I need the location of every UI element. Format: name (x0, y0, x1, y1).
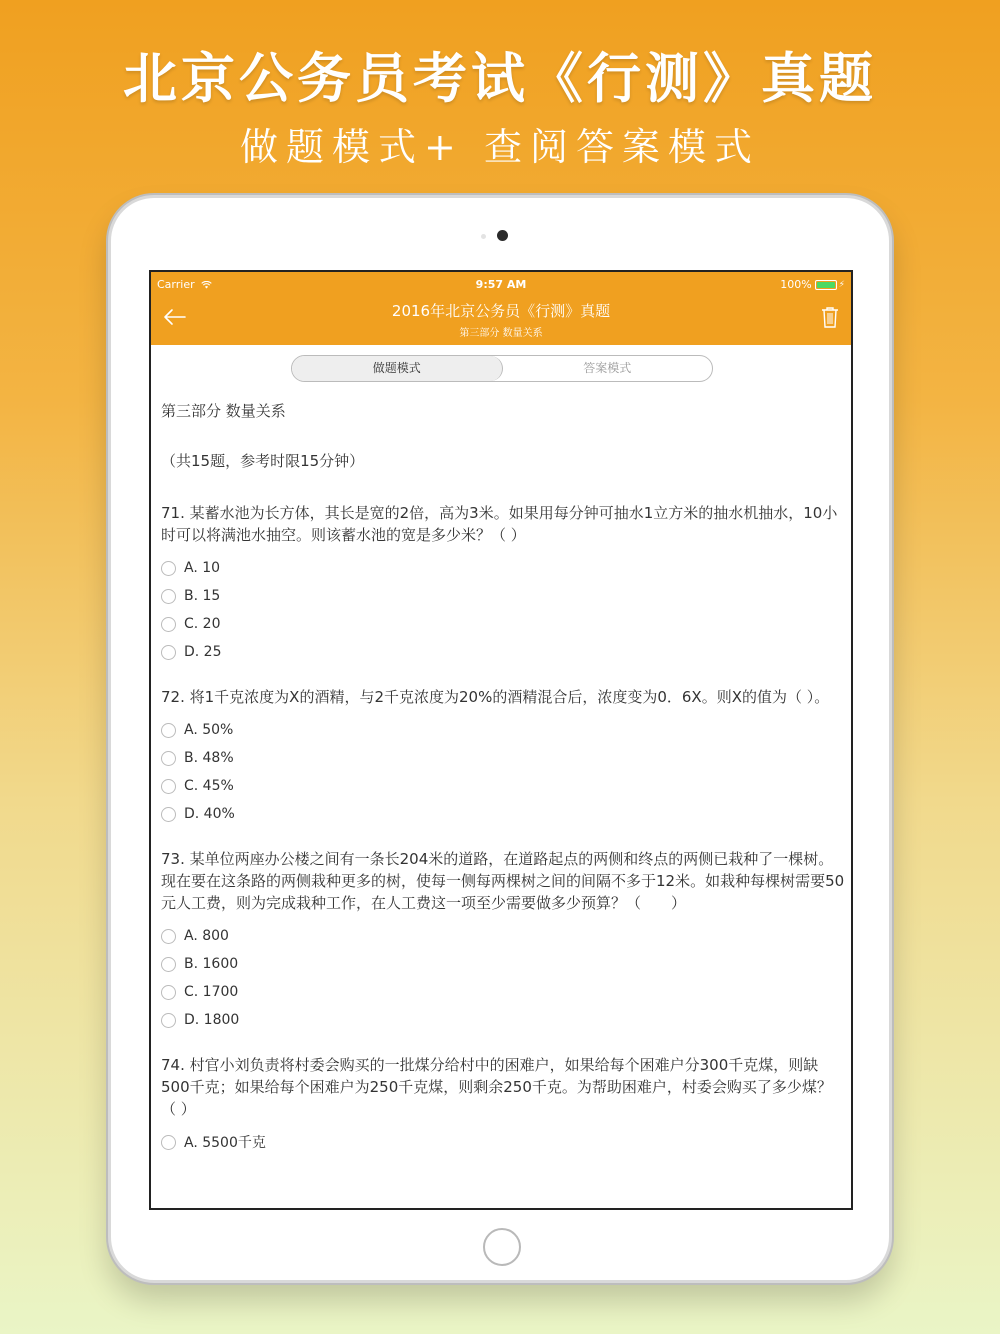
promo-title: 北京公务员考试《行测》真题 (123, 47, 877, 110)
sensor-dot (481, 234, 486, 239)
radio-icon[interactable] (161, 645, 176, 660)
radio-icon[interactable] (161, 929, 176, 944)
battery-icon (815, 280, 837, 290)
navbar (151, 272, 851, 345)
option-label: A. 10 (184, 560, 221, 576)
option-label: C. 1700 (184, 984, 239, 1000)
status-battery (780, 278, 845, 291)
tab-practice-mode[interactable]: 做题模式 (292, 356, 503, 381)
radio-icon[interactable] (161, 589, 176, 604)
question-72 (161, 686, 845, 828)
status-time: 9:57 AM (475, 278, 527, 291)
section-title: 第三部分 数量关系 (161, 402, 286, 420)
option-label: C. 45% (184, 778, 234, 794)
option-a[interactable] (161, 922, 845, 950)
question-73 (161, 848, 845, 1034)
question-text: 71. 某蓄水池为长方体，其长是宽的2倍，高为3米。如果用每分钟可抽水1立方米的抽水机抽水，10小时可以将满池水抽空。则该蓄水池的宽是多少米？（ ） (161, 504, 838, 544)
radio-icon[interactable] (161, 985, 176, 1000)
option-c[interactable] (161, 772, 845, 800)
option-label: B. 15 (184, 588, 221, 604)
option-label: B. 48% (184, 750, 234, 766)
option-a[interactable] (161, 1128, 845, 1156)
question-content (161, 400, 845, 1176)
option-d[interactable] (161, 638, 845, 666)
radio-icon[interactable] (161, 807, 176, 822)
promo-subtitle: 做题模式+ 查阅答案模式 (240, 125, 760, 169)
option-b[interactable] (161, 744, 845, 772)
option-label: A. 50% (184, 722, 234, 738)
charging-bolt-icon: ⚡ (838, 279, 845, 290)
option-c[interactable] (161, 978, 845, 1006)
option-label: A. 800 (184, 928, 229, 944)
option-b[interactable] (161, 950, 845, 978)
question-text: 72. 将1千克浓度为X的酒精，与2千克浓度为20%的酒精混合后，浓度变为0．6X。则X的值为（ ）。 (161, 688, 830, 706)
option-label: A. 5500千克 (184, 1135, 266, 1151)
radio-icon[interactable] (161, 957, 176, 972)
radio-icon[interactable] (161, 617, 176, 632)
app-screen (149, 270, 853, 1210)
nav-title: 2016年北京公务员《行测》真题 (391, 302, 611, 320)
option-d[interactable] (161, 1006, 845, 1034)
question-74 (161, 1054, 845, 1156)
question-text: 74. 村官小刘负责将村委会购买的一批煤分给村中的困难户，如果给每个困难户分300千克煤，则缺500千克；如果给每个困难户为250千克煤，则剩余250千克。为帮助困难户，村委会购买了多少煤？（ ） (161, 1056, 832, 1118)
tablet-frame (108, 195, 892, 1283)
home-button[interactable] (483, 1228, 521, 1266)
option-label: C. 20 (184, 616, 221, 632)
radio-icon[interactable] (161, 723, 176, 738)
option-c[interactable] (161, 610, 845, 638)
question-text: 73. 某单位两座办公楼之间有一条长204米的道路，在道路起点的两侧和终点的两侧已栽种了一棵树。现在要在这条路的两侧栽种更多的树，使每一侧每两棵树之间的间隔不多于12米。如栽种每棵树需要50元人工费，则为完成栽种工作，在人工费这一项至少需要做多少预算？（ ） (161, 850, 845, 912)
option-b[interactable] (161, 582, 845, 610)
radio-icon[interactable] (161, 779, 176, 794)
nav-subtitle: 第三部分 数量关系 (459, 328, 543, 339)
radio-icon[interactable] (161, 751, 176, 766)
camera-icon (497, 230, 508, 241)
option-label: D. 40% (184, 806, 235, 822)
option-label: D. 25 (184, 644, 222, 660)
mode-segmented-control (291, 355, 713, 382)
radio-icon[interactable] (161, 1013, 176, 1028)
option-a[interactable] (161, 554, 845, 582)
radio-icon[interactable] (161, 1135, 176, 1150)
option-label: D. 1800 (184, 1012, 240, 1028)
tab-answer-mode[interactable]: 答案模式 (583, 361, 632, 375)
battery-label: 100% (780, 278, 812, 291)
radio-icon[interactable] (161, 561, 176, 576)
question-71 (161, 502, 845, 666)
section-note: （共15题，参考时限15分钟） (161, 452, 365, 470)
carrier-label: Carrier (157, 278, 195, 291)
option-d[interactable] (161, 800, 845, 828)
option-a[interactable] (161, 716, 845, 744)
trash-icon[interactable] (821, 306, 839, 328)
option-label: B. 1600 (184, 956, 239, 972)
